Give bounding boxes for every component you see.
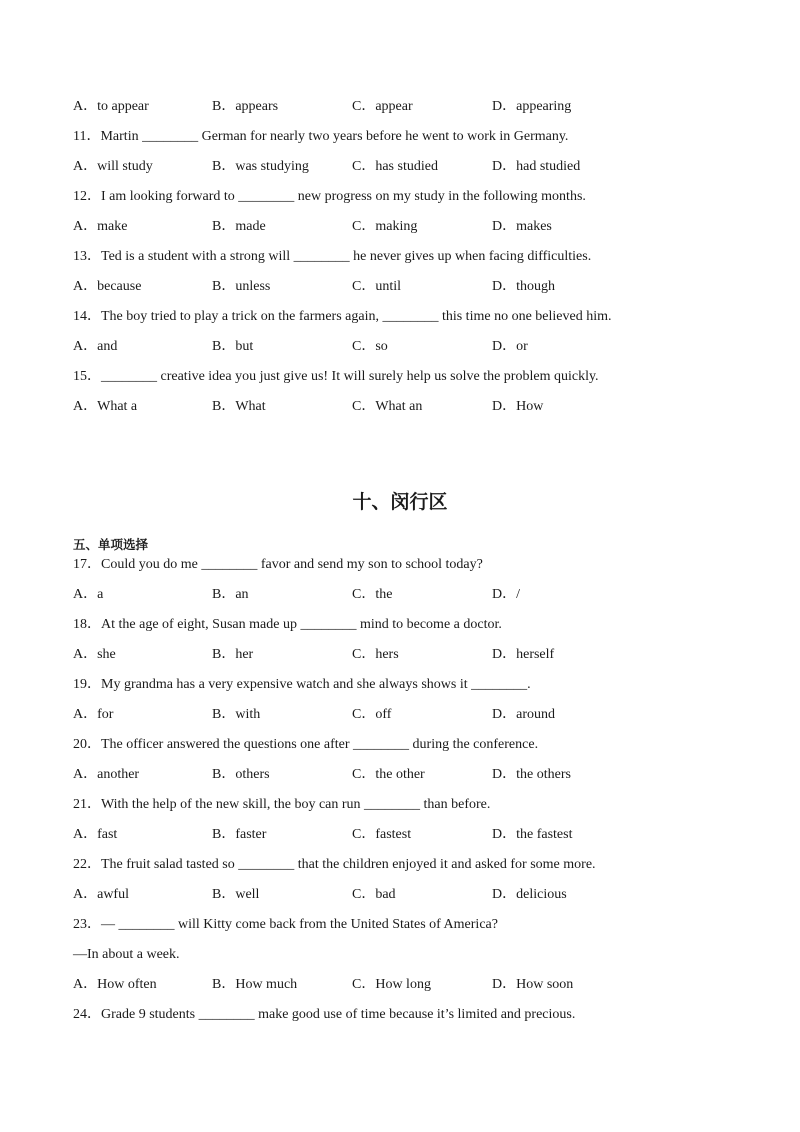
option-c: C．the other bbox=[352, 767, 425, 782]
question-11: 11．Martin ________ German for nearly two years before he went to work in Germany. bbox=[73, 129, 569, 144]
option-c: C．What an bbox=[352, 399, 423, 414]
question-23-reply: —In about a week. bbox=[73, 947, 180, 962]
sub-heading: 五、单项选择 bbox=[73, 537, 149, 552]
option-b: B．unless bbox=[212, 279, 271, 294]
option-b: B．faster bbox=[212, 827, 267, 842]
option-c: C．has studied bbox=[352, 159, 438, 174]
option-c: C．appear bbox=[352, 99, 413, 114]
option-b: B．an bbox=[212, 587, 249, 602]
question-12: 12．I am looking forward to ________ new progress on my study in the following months. bbox=[73, 189, 586, 204]
option-d: D．the fastest bbox=[492, 827, 573, 842]
question-21: 21．With the help of the new skill, the boy can run ________ than before. bbox=[73, 797, 491, 812]
option-b: B．How much bbox=[212, 977, 298, 992]
option-a: A．awful bbox=[73, 887, 129, 902]
options-row bbox=[73, 706, 633, 724]
option-d: D．though bbox=[492, 279, 555, 294]
question-13: 13．Ted is a student with a strong will ________ he never gives up when facing difficulties. bbox=[73, 249, 592, 264]
option-c: C．until bbox=[352, 279, 402, 294]
question-17: 17．Could you do me ________ favor and send my son to school today? bbox=[73, 557, 483, 572]
option-d: D．herself bbox=[492, 647, 555, 662]
option-a: A．because bbox=[73, 279, 142, 294]
option-a: A．fast bbox=[73, 827, 118, 842]
option-c: C．fastest bbox=[352, 827, 412, 842]
option-a: A．make bbox=[73, 219, 128, 234]
option-c: C．hers bbox=[352, 647, 399, 662]
option-b: B．What bbox=[212, 399, 266, 414]
option-d: D．How soon bbox=[492, 977, 574, 992]
question-23: 23．— ________ will Kitty come back from the United States of America? bbox=[73, 917, 498, 932]
option-d: D．delicious bbox=[492, 887, 567, 902]
options-row bbox=[73, 338, 633, 356]
option-a: A．How often bbox=[73, 977, 157, 992]
option-b: B．made bbox=[212, 219, 266, 234]
option-c: C．off bbox=[352, 707, 392, 722]
question-18: 18．At the age of eight, Susan made up ________ mind to become a doctor. bbox=[73, 617, 502, 632]
options-row bbox=[73, 886, 633, 904]
option-a: A．to appear bbox=[73, 99, 149, 114]
section-title: 十、闵行区 bbox=[352, 491, 448, 513]
option-d: D．had studied bbox=[492, 159, 581, 174]
option-a: A．for bbox=[73, 707, 114, 722]
option-b: B．well bbox=[212, 887, 260, 902]
options-row bbox=[73, 976, 633, 994]
option-a: A．she bbox=[73, 647, 116, 662]
option-c: C．making bbox=[352, 219, 418, 234]
options-row bbox=[73, 218, 633, 236]
options-row bbox=[73, 826, 633, 844]
option-b: B．but bbox=[212, 339, 254, 354]
options-row bbox=[73, 278, 633, 296]
option-a: A．a bbox=[73, 587, 104, 602]
question-15: 15．________ creative idea you just give us! It will surely help us solve the problem quickly. bbox=[73, 369, 599, 384]
option-d: D．How bbox=[492, 399, 544, 414]
option-d: D．or bbox=[492, 339, 528, 354]
option-a: A．another bbox=[73, 767, 140, 782]
option-d: D．around bbox=[492, 707, 555, 722]
option-b: B．others bbox=[212, 767, 270, 782]
options-row bbox=[73, 158, 633, 176]
option-b: B．appears bbox=[212, 99, 279, 114]
option-a: A．What a bbox=[73, 399, 138, 414]
option-d: D．the others bbox=[492, 767, 571, 782]
option-c: C．the bbox=[352, 587, 393, 602]
options-row bbox=[73, 586, 633, 604]
option-d: D．makes bbox=[492, 219, 552, 234]
option-c: C．How long bbox=[352, 977, 431, 992]
option-a: A．and bbox=[73, 339, 118, 354]
question-14: 14．The boy tried to play a trick on the farmers again, ________ this time no one believed him. bbox=[73, 309, 612, 324]
option-a: A．will study bbox=[73, 159, 153, 174]
option-d: D．/ bbox=[492, 587, 520, 602]
option-d: D．appearing bbox=[492, 99, 572, 114]
options-row bbox=[73, 766, 633, 784]
option-b: B．was studying bbox=[212, 159, 309, 174]
option-c: C．so bbox=[352, 339, 388, 354]
question-19: 19．My grandma has a very expensive watch and she always shows it ________. bbox=[73, 677, 531, 692]
question-24: 24．Grade 9 students ________ make good use of time because it’s limited and precious. bbox=[73, 1007, 576, 1022]
options-row bbox=[73, 398, 633, 416]
option-b: B．with bbox=[212, 707, 261, 722]
question-20: 20．The officer answered the questions one after ________ during the conference. bbox=[73, 737, 539, 752]
options-row bbox=[73, 646, 633, 664]
question-22: 22．The fruit salad tasted so ________ that the children enjoyed it and asked for some more. bbox=[73, 857, 596, 872]
option-c: C．bad bbox=[352, 887, 396, 902]
options-row bbox=[73, 98, 633, 116]
option-b: B．her bbox=[212, 647, 254, 662]
